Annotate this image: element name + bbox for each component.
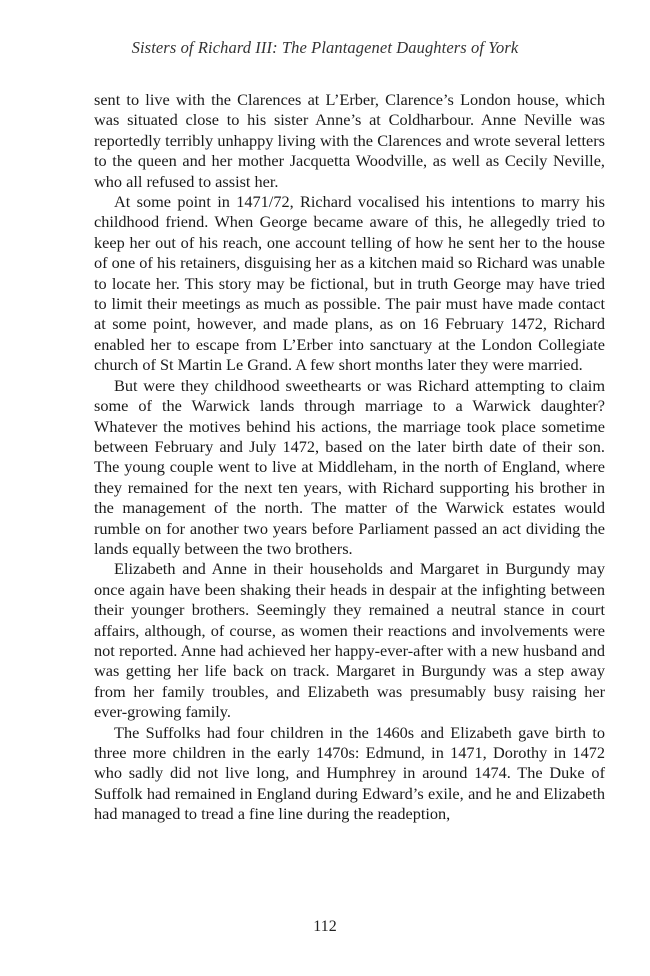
paragraph-3: But were they childhood sweethearts or was Richard attempting to claim some of the Warwick lands through marriage to a Warwick daughter? Whatever the motives behind his actions, the marriage took place sometime between February and July 1472, based on the later birth date of their son. The young couple went to live at Middleham, in the north of England, where they remained for the next ten years, with Richard supporting his brother in the management of the north. The matter of the Warwick estates would rumble on for another two years before Parliament passed an act dividing the lands equally between the two brothers.	[94, 375, 605, 558]
paragraph-4: Elizabeth and Anne in their households and Margaret in Burgundy may once again have been shaking their heads in despair at the infighting between their younger brothers. Seemingly they remained a neutral stance in court affairs, although, of course, as women their reactions and involvements were not reported. Anne had achieved her happy-ever-after with a new husband and was getting her life back on track. Margaret in Burgundy was a step away from her family troubles, and Elizabeth was presumably busy raising her ever-growing family.	[94, 559, 605, 722]
body-text	[94, 90, 605, 825]
page-number: 112	[313, 918, 337, 935]
paragraph-2: At some point in 1471/72, Richard vocalised his intentions to marry his childhood friend. When George became aware of this, he allegedly tried to keep her out of his reach, one account telling of how he sent her to the house of one of his retainers, disguising her as a kitchen maid so Richard was unable to locate her. This story may be fictional, but in truth George may have tried to limit their meetings as much as possible. The pair must have made contact at some point, however, and made plans, as on 16 February 1472, Richard enabled her to escape from L’Erber into sanctuary at the London Collegiate church of St Martin Le Grand. A few short months later they were married.	[94, 192, 605, 375]
running-head: Sisters of Richard III: The Plantagenet Daughters of York	[131, 38, 519, 57]
paragraph-5: The Suffolks had four children in the 1460s and Elizabeth gave birth to three more children in the early 1470s: Edmund, in 1471, Dorothy in 1472 who sadly did not live long, and Humphrey in around 1474. The Duke of Suffolk had remained in England during Edward’s exile, and he and Elizabeth had managed to tread a fine line during the readeption,	[94, 722, 605, 824]
paragraph-1: sent to live with the Clarences at L’Erber, Clarence’s London house, which was situated close to his sister Anne’s at Coldharbour. Anne Neville was reportedly terribly unhappy living with the Clarences and wrote several letters to the queen and her mother Jacquetta Woodville, as well as Cecily Neville, who all refused to assist her.	[94, 90, 605, 191]
